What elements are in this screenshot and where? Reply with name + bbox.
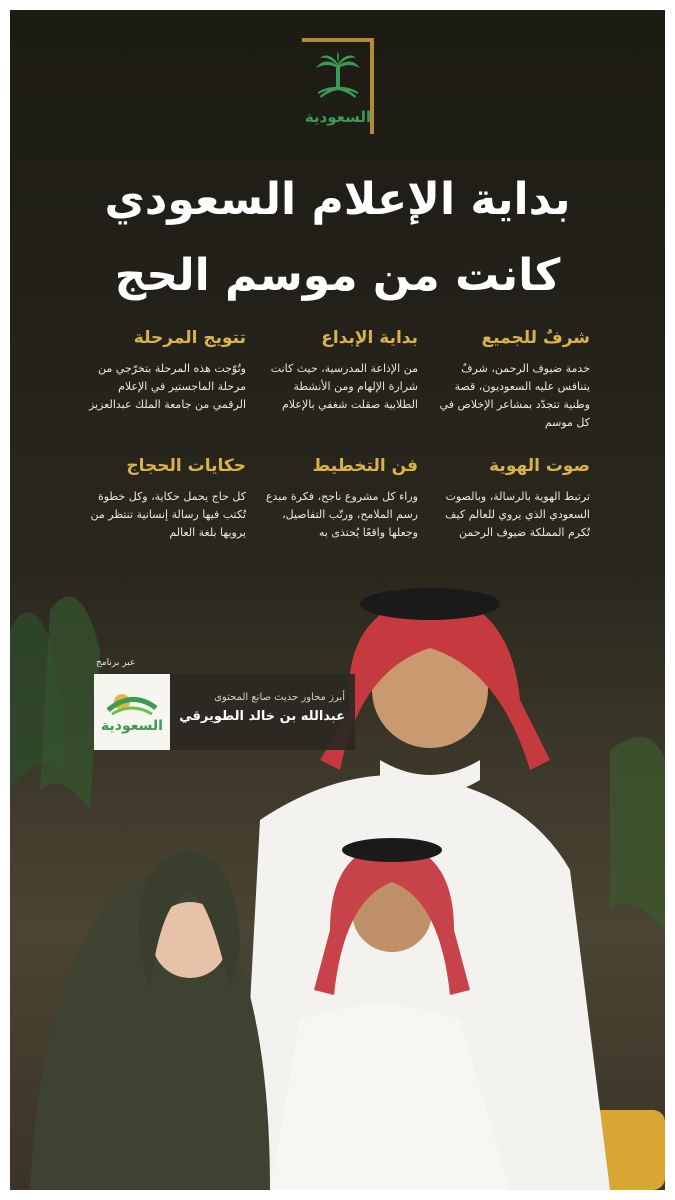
badge-text: [170, 674, 355, 750]
poster: [10, 10, 665, 1190]
section-body: من الإذاعة المدرسية، حيث كانت شرارة الإلهام ومن الأنشطة الطلابية صقلت شغفي بالإعلام: [270, 362, 418, 411]
palm-swords-icon: [312, 52, 364, 108]
section-creativity: [258, 328, 418, 414]
via-program-label: عبر برنامج: [96, 658, 136, 668]
section-title: تتويج المرحلة: [133, 328, 246, 348]
section-title: شرفٌ للجميع: [481, 328, 590, 348]
logo-text: السعودية: [304, 108, 372, 126]
saudi-channel-logo: [302, 38, 378, 138]
section-planning: [258, 456, 418, 542]
section-honor: [430, 328, 590, 432]
badge-subtitle: أبرز محاور حديث صانع المحتوى: [214, 692, 345, 703]
section-identity: [430, 456, 590, 542]
section-body: وتُوّجت هذه المرحلة بتخرّجي من مرحلة الماجستير في الإعلام الرقمي من جامعة الملك عبدالعزيز: [88, 362, 246, 411]
program-logo: [94, 674, 170, 750]
section-body: وراء كل مشروع ناجح، فكرة مبدع رسم الملامح، ورتّب التفاصيل، وجعلها واقعًا يُحتذى به: [265, 490, 418, 539]
section-body: خدمة ضيوف الرحمن، شرفٌ يتنافس عليه السعوديون، قصة وطنية تتجدّد بمشاعر الإخلاص في كل موسم: [439, 362, 590, 429]
program-logo-text: السعودية: [101, 718, 163, 734]
section-body: كل حاج يحمل حكاية، وكل خطوة تُكتب فيها رسالة إنسانية تنتظر من يرويها بلغة العالم: [90, 490, 246, 539]
section-title: بداية الإبداع: [321, 328, 418, 348]
section-pilgrims: [86, 456, 246, 542]
section-body: ترتبط الهوية بالرسالة، وبالصوت السعودي الذي يروي للعالم كيف تُكرم المملكة ضيوف الرحمن: [445, 490, 590, 539]
section-title: فن التخطيط: [312, 456, 418, 476]
section-milestone: [86, 328, 246, 414]
section-title: حكايات الحجاج: [126, 456, 246, 476]
headline-line-2: كانت من موسم الحج: [114, 250, 561, 301]
program-badge: [94, 674, 355, 750]
headline-line-1: بداية الإعلام السعودي: [104, 174, 571, 225]
program-logo-icon: [94, 674, 170, 750]
guest-name: عبدالله بن خالد الطويرقي: [179, 709, 345, 724]
section-title: صوت الهوية: [489, 456, 590, 476]
